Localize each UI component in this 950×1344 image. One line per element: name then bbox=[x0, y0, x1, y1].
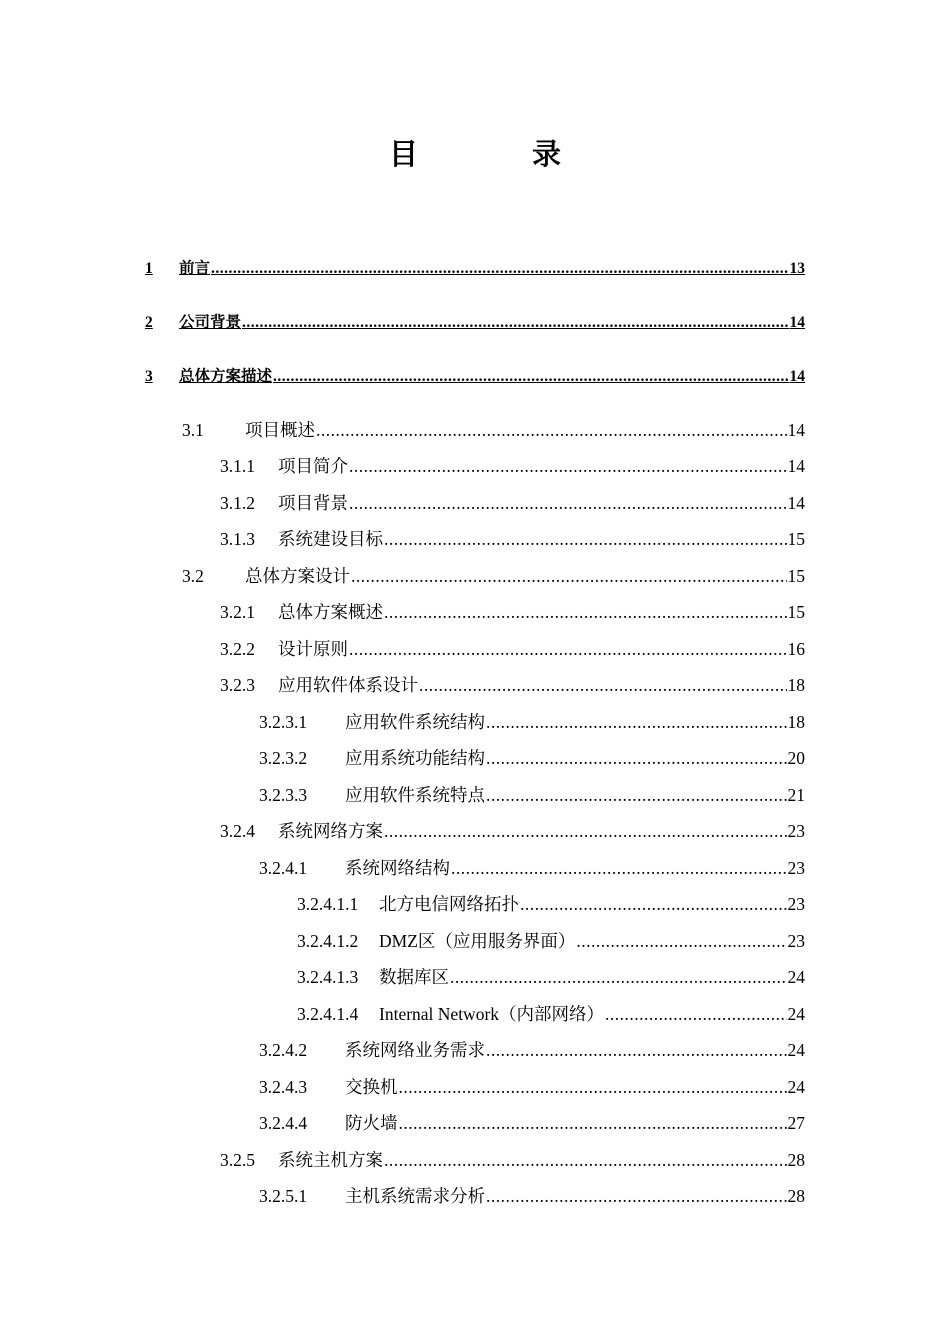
toc-number: 3 bbox=[145, 368, 153, 385]
dot-leader bbox=[486, 784, 787, 806]
toc-title: 公司背景 bbox=[179, 314, 242, 331]
dot-leader bbox=[486, 747, 787, 769]
toc-page: 18 bbox=[787, 675, 805, 695]
toc-entry[interactable] bbox=[220, 492, 805, 514]
toc-number: 3.2.5.1 bbox=[259, 1186, 308, 1206]
toc-title: 北方电信网络拓扑 bbox=[379, 894, 519, 914]
toc-title: 系统网络方案 bbox=[278, 821, 383, 841]
toc-number: 3.2.4.1.2 bbox=[297, 931, 359, 951]
toc-title: 交换机 bbox=[345, 1077, 398, 1097]
toc-title: 系统网络业务需求 bbox=[345, 1040, 485, 1060]
toc-entry[interactable] bbox=[297, 930, 805, 952]
toc-entry[interactable] bbox=[220, 601, 805, 623]
dot-leader bbox=[349, 455, 787, 477]
toc-entry[interactable] bbox=[220, 674, 805, 696]
toc-entry[interactable] bbox=[220, 638, 805, 660]
toc-title: 数据库区 bbox=[379, 967, 449, 987]
toc-number: 3.2.4.1 bbox=[259, 858, 308, 878]
toc-title: 防火墙 bbox=[345, 1113, 398, 1133]
toc-title: 系统建设目标 bbox=[278, 529, 383, 549]
dot-leader bbox=[273, 366, 788, 388]
toc-page: 15 bbox=[787, 602, 805, 622]
toc-title: 前言 bbox=[179, 260, 211, 277]
toc-entry[interactable] bbox=[220, 820, 805, 842]
toc-number: 3.2.4.3 bbox=[259, 1077, 308, 1097]
dot-leader bbox=[349, 492, 787, 514]
toc-entry[interactable] bbox=[182, 419, 805, 441]
dot-leader bbox=[211, 258, 788, 280]
toc-number: 3.1 bbox=[182, 420, 204, 440]
dot-leader bbox=[605, 1003, 786, 1025]
toc-entry[interactable] bbox=[220, 528, 805, 550]
toc-number: 3.2.4.1.4 bbox=[297, 1004, 359, 1024]
dot-leader bbox=[486, 1185, 787, 1207]
toc-entry[interactable] bbox=[145, 312, 805, 334]
toc-number: 3.2 bbox=[182, 566, 204, 586]
dot-leader bbox=[242, 312, 788, 334]
toc-title: 总体方案设计 bbox=[245, 566, 350, 586]
toc-title: 项目概述 bbox=[245, 420, 315, 440]
toc-number: 3.2.4.4 bbox=[259, 1113, 308, 1133]
dot-leader bbox=[316, 419, 787, 441]
dot-leader bbox=[384, 820, 787, 842]
toc-entry[interactable] bbox=[145, 366, 805, 388]
dot-leader bbox=[384, 528, 787, 550]
toc-number: 3.2.2 bbox=[220, 639, 255, 659]
toc-title: 应用软件系统结构 bbox=[345, 712, 485, 732]
toc-number: 3.2.3.3 bbox=[259, 785, 308, 805]
toc-entry[interactable] bbox=[259, 747, 805, 769]
toc-number: 3.1.1 bbox=[220, 456, 255, 476]
toc-page: 24 bbox=[787, 1004, 805, 1024]
toc-page: 14 bbox=[787, 456, 805, 476]
dot-leader bbox=[419, 674, 787, 696]
toc-number: 3.1.2 bbox=[220, 493, 255, 513]
page-title: 目 录 bbox=[388, 137, 614, 171]
toc-page: 28 bbox=[787, 1150, 805, 1170]
dot-leader bbox=[384, 1149, 787, 1171]
dot-leader bbox=[399, 1076, 787, 1098]
dot-leader bbox=[384, 601, 787, 623]
toc-number: 1 bbox=[145, 260, 153, 277]
toc-page: 14 bbox=[787, 493, 805, 513]
toc-page: 13 bbox=[789, 260, 805, 277]
toc-title: 应用系统功能结构 bbox=[345, 748, 485, 768]
toc-entry[interactable] bbox=[297, 1003, 805, 1025]
toc-entry[interactable] bbox=[259, 1076, 805, 1098]
toc-entry[interactable] bbox=[182, 565, 805, 587]
toc-page: 24 bbox=[787, 967, 805, 987]
toc-page: 24 bbox=[787, 1077, 805, 1097]
toc-number: 3.1.3 bbox=[220, 529, 255, 549]
toc-entry[interactable] bbox=[259, 784, 805, 806]
toc-title: 应用软件系统特点 bbox=[345, 785, 485, 805]
toc-page: 23 bbox=[787, 894, 805, 914]
toc-number: 3.2.3.1 bbox=[259, 712, 308, 732]
toc-number: 3.2.4.1.1 bbox=[297, 894, 359, 914]
toc-title: 总体方案概述 bbox=[278, 602, 383, 622]
toc-entry[interactable] bbox=[259, 1112, 805, 1134]
toc-page: 24 bbox=[787, 1040, 805, 1060]
toc-page: 23 bbox=[787, 931, 805, 951]
toc-page: 16 bbox=[787, 639, 805, 659]
toc-page: 14 bbox=[787, 420, 805, 440]
toc-page: 23 bbox=[787, 858, 805, 878]
dot-leader bbox=[351, 565, 787, 587]
toc-page: 15 bbox=[787, 566, 805, 586]
toc-entry[interactable] bbox=[259, 857, 805, 879]
toc-number: 3.2.5 bbox=[220, 1150, 255, 1170]
toc-number: 2 bbox=[145, 314, 153, 331]
dot-leader bbox=[576, 930, 786, 952]
toc-entry[interactable] bbox=[220, 455, 805, 477]
toc-page: 15 bbox=[787, 529, 805, 549]
toc-number: 3.2.3 bbox=[220, 675, 255, 695]
toc-number: 3.2.1 bbox=[220, 602, 255, 622]
toc-page: 27 bbox=[787, 1113, 805, 1133]
toc-entry[interactable] bbox=[220, 1149, 805, 1171]
dot-leader bbox=[349, 638, 787, 660]
toc-title: 系统主机方案 bbox=[278, 1150, 383, 1170]
toc-title: Internal Network（内部网络） bbox=[379, 1004, 605, 1024]
toc-entry[interactable] bbox=[145, 258, 805, 280]
dot-leader bbox=[451, 857, 787, 879]
dot-leader bbox=[486, 1039, 787, 1061]
toc-number: 3.2.3.2 bbox=[259, 748, 308, 768]
dot-leader bbox=[399, 1112, 787, 1134]
toc-entry[interactable] bbox=[259, 1039, 805, 1061]
toc-page: 28 bbox=[787, 1186, 805, 1206]
toc-page: 21 bbox=[787, 785, 805, 805]
toc-number: 3.2.4.1.3 bbox=[297, 967, 359, 987]
toc-entry[interactable] bbox=[297, 966, 805, 988]
toc-page: 20 bbox=[787, 748, 805, 768]
toc-title: DMZ区（应用服务界面） bbox=[379, 931, 576, 951]
dot-leader bbox=[520, 893, 787, 915]
toc-entry[interactable] bbox=[259, 711, 805, 733]
toc-page: 18 bbox=[787, 712, 805, 732]
toc-title: 应用软件体系设计 bbox=[278, 675, 418, 695]
toc-title: 设计原则 bbox=[278, 639, 348, 659]
toc-title: 总体方案描述 bbox=[179, 368, 273, 385]
toc-title: 项目背景 bbox=[278, 493, 348, 513]
toc-title: 系统网络结构 bbox=[345, 858, 450, 878]
toc-number: 3.2.4.2 bbox=[259, 1040, 308, 1060]
toc-title: 项目简介 bbox=[278, 456, 348, 476]
toc-page: 14 bbox=[789, 368, 805, 385]
toc-page: 23 bbox=[787, 821, 805, 841]
toc-number: 3.2.4 bbox=[220, 821, 255, 841]
toc-title: 主机系统需求分析 bbox=[345, 1186, 485, 1206]
toc-page: 14 bbox=[789, 314, 805, 331]
toc-entry[interactable] bbox=[259, 1185, 805, 1207]
dot-leader bbox=[450, 966, 787, 988]
dot-leader bbox=[486, 711, 787, 733]
toc-entry[interactable] bbox=[297, 893, 805, 915]
